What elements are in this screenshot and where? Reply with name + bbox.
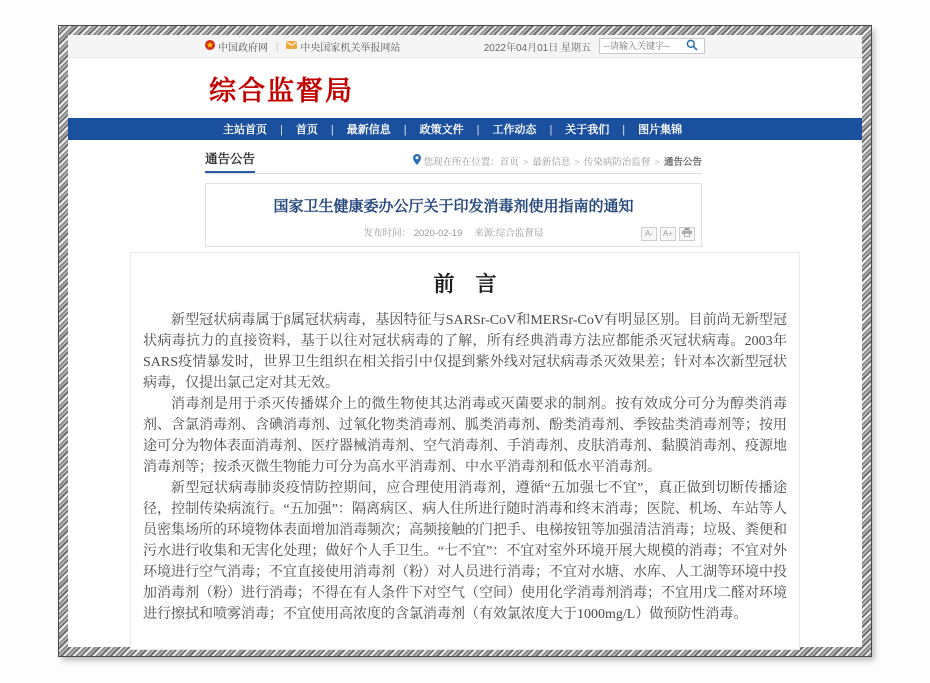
nav-item[interactable]: 最新信息 | bbox=[347, 121, 420, 137]
top-links bbox=[205, 39, 400, 54]
report-site-link[interactable] bbox=[286, 39, 400, 54]
article-meta bbox=[216, 225, 691, 239]
article-source: 来源:综合监督局 bbox=[474, 228, 544, 239]
site-title: 综合监督局 bbox=[209, 75, 354, 106]
search-input[interactable] bbox=[600, 41, 682, 51]
nav-item[interactable]: 工作动态 | bbox=[492, 121, 565, 137]
mailbox-icon bbox=[286, 41, 297, 52]
printer-icon bbox=[682, 230, 692, 239]
article-header bbox=[205, 183, 702, 247]
breadcrumb-item[interactable]: 最新信息 > bbox=[532, 154, 584, 168]
national-emblem-icon bbox=[205, 40, 215, 53]
search-box bbox=[599, 38, 705, 54]
search-button[interactable] bbox=[682, 39, 702, 53]
picture-frame bbox=[59, 26, 871, 656]
top-right-group bbox=[484, 38, 705, 54]
document-paragraph: 新型冠状病毒肺炎疫情防控期间，应合理使用消毒剂，遵循“五加强七不宜”，真正做到切断传播途径，控制传染病流行。“五加强”：隔离病区、病人住所进行随时消毒和终末消毒；医院、机场、车站等人员密集场所的环境物体表面增加消毒频次；高频接触的门把手、电梯按钮等加强清洁消毒；垃圾、粪便和污水进行收集和无害化处理；做好个人手卫生。“七不宜”：不宜对室外环境开展大规模的消毒；不宜对外环境进行空气消毒；不宜直接使用消毒剂（粉）对人员进行消毒；不宜对水塘、水库、人工湖等环境中投加消毒剂（粉）进行消毒；不得在有人条件下对空气（空间）使用化学消毒剂消毒；不宜用戊二醛对环境进行擦拭和喷雾消毒；不宜使用高浓度的含氯消毒剂（有效氯浓度大于1000mg/L）做预防性消毒。 bbox=[143, 481, 787, 622]
nav-item[interactable]: 图片集锦 bbox=[638, 124, 683, 136]
breadcrumb-item[interactable]: 传染病防治监督 > bbox=[584, 154, 664, 168]
print-button[interactable] bbox=[679, 227, 695, 241]
publish-time: 发布时间： 2020-02-19 bbox=[363, 228, 463, 239]
font-decrease-button[interactable]: A- bbox=[641, 227, 657, 241]
breadcrumb bbox=[413, 154, 702, 173]
nav-item[interactable]: 政策文件 | bbox=[420, 121, 493, 137]
location-pin-icon bbox=[413, 154, 421, 168]
breadcrumb-item[interactable]: 通告公告 bbox=[663, 157, 702, 168]
gov-site-link[interactable] bbox=[205, 39, 268, 54]
gov-site-link-label: 中国政府网 bbox=[218, 42, 268, 54]
top-utility-bar bbox=[68, 35, 862, 58]
nav-item[interactable]: 关于我们 | bbox=[565, 121, 638, 137]
font-increase-button[interactable]: A+ bbox=[660, 227, 676, 241]
document-paragraph: 新型冠状病毒属于β属冠状病毒，基因特征与SARSr-CoV和MERSr-CoV有明显区别。目前尚无新型冠状病毒抗力的直接资料，基于以往对冠状病毒的了解，所有经典消毒方法应都能杀灭冠状病毒。2003年SARS疫情暴发时，世界卫生组织在相关指引中仅提到紫外线对冠状病毒杀灭效果差；针对本次新型冠状病毒，仅提出氯己定对其无效。 bbox=[143, 313, 787, 391]
article-tools bbox=[641, 227, 695, 241]
nav-item[interactable]: 主站首页 | bbox=[223, 121, 296, 137]
report-site-link-label: 中央国家机关举报网站 bbox=[300, 42, 401, 54]
breadcrumb-label: 您现在所在位置： bbox=[423, 157, 500, 168]
section-title[interactable]: 通告公告 bbox=[205, 149, 255, 173]
search-icon bbox=[686, 39, 698, 54]
breadcrumb-row bbox=[205, 149, 702, 174]
webpage bbox=[68, 35, 862, 647]
top-link-separator: | bbox=[276, 41, 279, 51]
document-body bbox=[130, 252, 800, 650]
masthead bbox=[68, 58, 862, 118]
nav-item[interactable]: 首页 | bbox=[296, 121, 347, 137]
document-paragraphs bbox=[143, 310, 787, 625]
current-date: 2022年04月01日 星期五 bbox=[483, 42, 591, 54]
breadcrumb-item[interactable]: 首页 > bbox=[500, 154, 533, 168]
breadcrumb-path bbox=[500, 154, 702, 168]
document-heading: 前 言 bbox=[433, 272, 497, 296]
top-utility-bar-inner bbox=[205, 38, 705, 54]
main-nav bbox=[68, 118, 862, 140]
document-paragraph: 消毒剂是用于杀灭传播媒介上的微生物使其达消毒或灭菌要求的制剂。按有效成分可分为醇类消毒剂、含氯消毒剂、含碘消毒剂、过氧化物类消毒剂、胍类消毒剂、酚类消毒剂、季铵盐类消毒剂等；按用途可分为物体表面消毒剂、医疗器械消毒剂、空气消毒剂、手消毒剂、皮肤消毒剂、黏膜消毒剂、疫源地消毒剂等；按杀灭微生物能力可分为高水平消毒剂、中水平消毒剂和低水平消毒剂。 bbox=[143, 397, 787, 475]
article-title[interactable]: 国家卫生健康委办公厅关于印发消毒剂使用指南的通知 bbox=[273, 198, 634, 215]
